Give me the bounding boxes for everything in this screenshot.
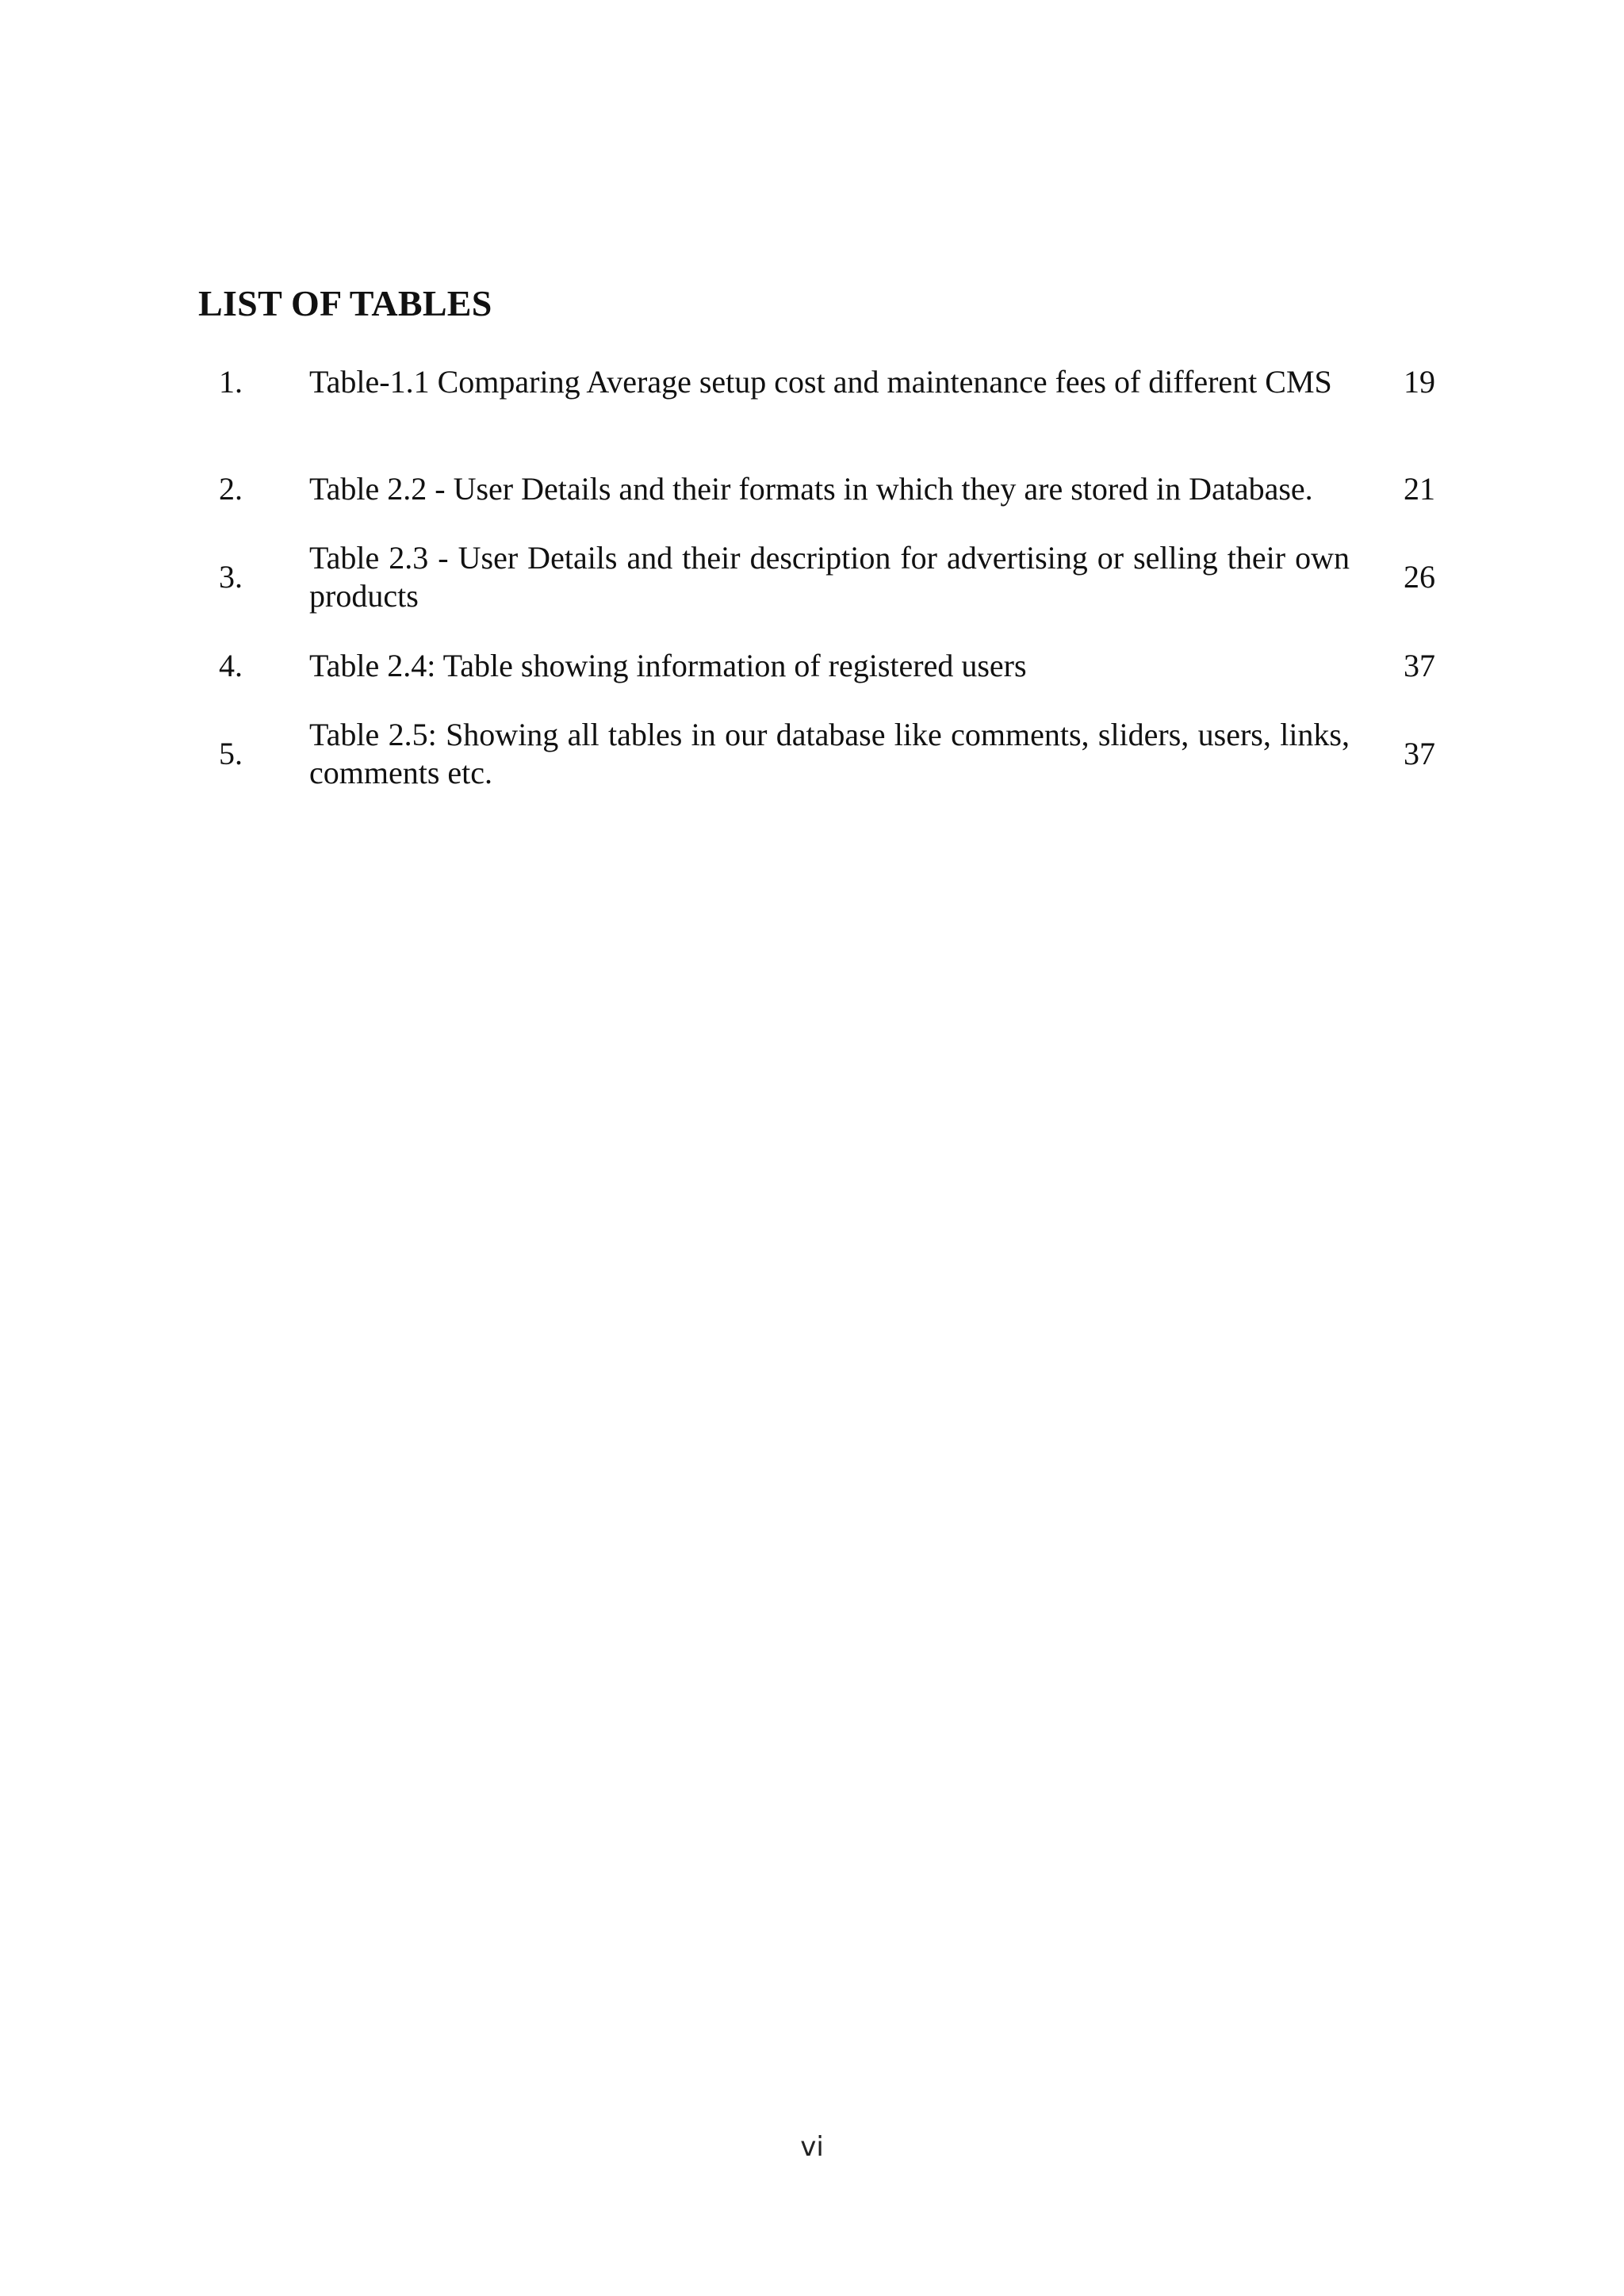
- entry-title: Table-1.1 Comparing Average setup cost and maintenance fees of different CMS: [309, 364, 1332, 400]
- entry-title: Table 2.2 - User Details and their formats in which they are stored in Database.: [309, 471, 1313, 507]
- entry-number: 3.: [219, 559, 243, 595]
- entry-number: 5.: [219, 736, 243, 771]
- entry-title: Table 2.5: Showing all tables in our database like comments, sliders, users, links, comments etc.: [309, 717, 1350, 790]
- entry-page-number: 37: [1404, 736, 1435, 771]
- page-title: LIST OF TABLES: [198, 283, 492, 323]
- entry-page-number: 37: [1404, 648, 1435, 683]
- entry-title: Table 2.3 - User Details and their description for advertising or selling their own products: [309, 540, 1350, 614]
- entry-number: 2.: [219, 471, 243, 507]
- entry-page-number: 21: [1404, 471, 1435, 507]
- list-item: [198, 539, 1435, 615]
- list-item: [198, 716, 1435, 792]
- page-number: vi: [800, 2131, 824, 2163]
- list-item: [198, 470, 1435, 508]
- entry-page-number: 19: [1404, 364, 1435, 400]
- entry-number: 4.: [219, 648, 243, 683]
- entry-page-number: 26: [1404, 559, 1435, 595]
- list-item: [198, 647, 1435, 685]
- entry-number: 1.: [219, 364, 243, 400]
- list-item: [198, 363, 1435, 401]
- entry-title: Table 2.4: Table showing information of registered users: [309, 648, 1027, 683]
